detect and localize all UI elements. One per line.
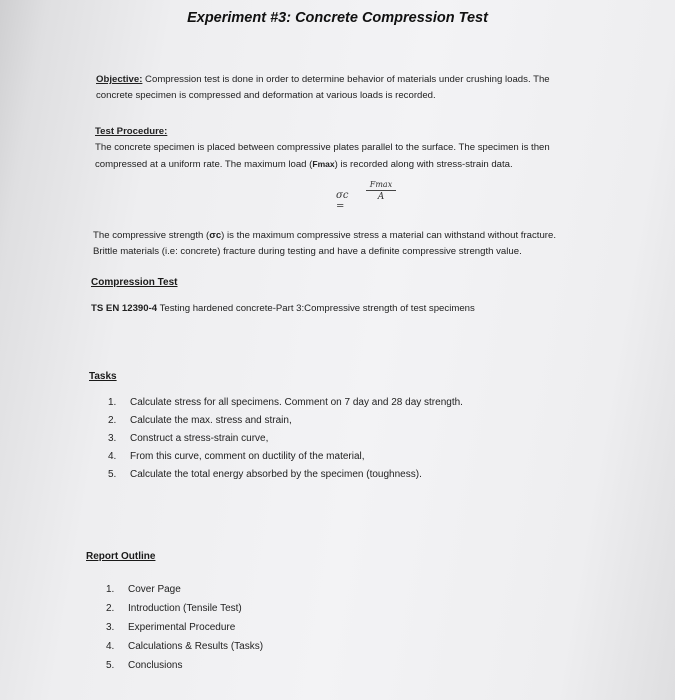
task-number: 3. (108, 433, 117, 444)
outline-text: Conclusions (128, 660, 183, 671)
task-text: Construct a stress-strain curve, (130, 433, 269, 444)
outline-number: 2. (106, 603, 115, 614)
page-title: Experiment #3: Concrete Compression Test (187, 10, 488, 26)
task-number: 5. (108, 469, 117, 480)
outline-number: 1. (106, 584, 115, 595)
formula-lhs: σc = (336, 190, 349, 212)
strength-line-1 (93, 228, 643, 244)
task-number: 4. (108, 451, 117, 462)
objective-label: Objective: (96, 74, 143, 85)
task-number: 2. (108, 415, 117, 426)
fmax-term: Fmax (312, 159, 335, 169)
standard-reference (91, 303, 475, 314)
procedure-line-1: The concrete specimen is placed between compressive plates parallel to the surface. The specimen is then (95, 142, 550, 153)
tasks-list (108, 394, 463, 484)
procedure-label: Test Procedure: (95, 126, 168, 137)
outline-text: Calculations & Results (Tasks) (128, 641, 264, 652)
procedure-text-post: ) is recorded along with stress-strain data. (334, 159, 513, 170)
outline-item (106, 599, 263, 618)
task-text: Calculate the max. stress and strain, (130, 415, 292, 426)
formula-fraction (366, 180, 396, 202)
task-text: Calculate the total energy absorbed by the specimen (toughness). (130, 469, 422, 480)
task-item (108, 412, 463, 430)
task-text: Calculate stress for all specimens. Comment on 7 day and 28 day strength. (130, 397, 463, 408)
procedure-text-pre: compressed at a uniform rate. The maximum load ( (95, 159, 313, 170)
standard-text: Testing hardened concrete-Part 3:Compressive strength of test specimens (157, 303, 475, 314)
formula-numerator: Fmax (366, 180, 396, 191)
task-number: 1. (108, 397, 117, 408)
report-outline-heading: Report Outline (86, 551, 156, 562)
standard-code: TS EN 12390-4 (91, 303, 158, 314)
objective-line-2: concrete specimen is compressed and deformation at various loads is recorded. (96, 90, 436, 101)
outline-number: 5. (106, 660, 115, 671)
task-item (108, 448, 463, 466)
sigma-term: σc (209, 230, 222, 241)
outline-item (106, 580, 263, 599)
procedure-paragraph (95, 124, 640, 173)
outline-text: Cover Page (128, 584, 181, 595)
task-text: From this curve, comment on ductility of the material, (130, 451, 365, 462)
objective-line-1 (96, 72, 636, 88)
outline-item (106, 618, 263, 637)
compression-test-heading: Compression Test (91, 277, 178, 288)
tasks-heading: Tasks (89, 371, 117, 382)
task-item (108, 394, 463, 412)
outline-number: 3. (106, 622, 115, 633)
procedure-line-2 (95, 156, 640, 173)
outline-item (106, 637, 263, 656)
outline-item (106, 656, 263, 675)
strength-text-post: ) is the maximum compressive stress a material can withstand without fracture. (221, 230, 556, 241)
outline-number: 4. (106, 641, 115, 652)
outline-text: Introduction (Tensile Test) (128, 603, 242, 614)
objective-paragraph (96, 72, 636, 104)
task-item (108, 430, 463, 448)
strength-text-pre: The compressive strength ( (93, 230, 210, 241)
formula-denominator: A (377, 192, 385, 202)
task-item (108, 466, 463, 484)
report-outline-list (106, 580, 263, 675)
strength-paragraph (93, 228, 643, 260)
outline-text: Experimental Procedure (128, 622, 236, 633)
objective-text-1: Compression test is done in order to determine behavior of materials under crushing loads. The (142, 74, 550, 85)
strength-line-2: Brittle materials (i.e: concrete) fracture during testing and have a definite compressive strength value. (93, 246, 522, 257)
